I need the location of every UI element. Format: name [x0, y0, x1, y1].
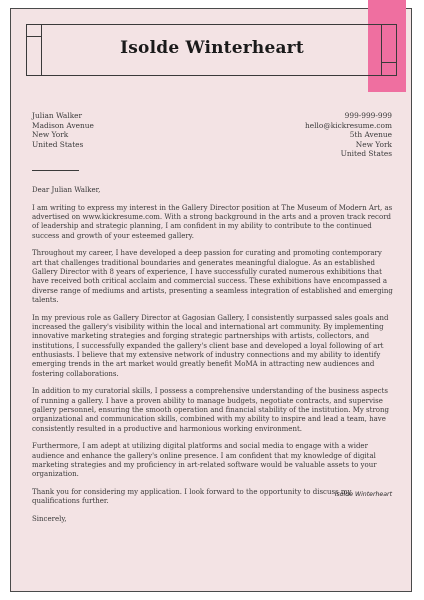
- paragraph-4: In addition to my curatorial skills, I possess a comprehensive understanding of the business aspects of running a gallery. I have a proven ability to manage budgets, negotiate contracts, and supervise gallery personnel, ensuring the smooth operation and financial stability of the institution. My strong organizational and communication skills, combined with my ability to inspire and lead a team, have consistently resulted in a productive and harmonious working environment.: [32, 387, 389, 433]
- recipient-country: United States: [32, 139, 84, 149]
- paragraph-3: In my previous role as Gallery Director at Gagosian Gallery, I consistently surpassed sales goals and increased the gallery's visibility within the local and international art community. By implementing innovative marketing strategies and forging strategic partnerships with artists, collectors, and institutions, I successfully expanded the gallery's client base and developed a loyal following of art enthusiasts. I believe that my extensive network of industry connections and my ability to identify emerging trends in the art market would greatly benefit MoMA in attracting new audiences and fostering collaborations.: [32, 313, 389, 378]
- header-frame-top: [26, 24, 397, 25]
- sender-contact: [305, 111, 392, 159]
- signature: Isolde Winterheart: [334, 491, 392, 498]
- recipient-address: [32, 111, 94, 149]
- sender-email: hello@kickresume.com: [305, 120, 392, 130]
- sender-phone: 999-999-999: [344, 111, 392, 120]
- paragraph-6: Thank you for considering my application. I look forward to the opportunity to discuss my qualifications further.: [32, 488, 352, 506]
- recipient-name: Julian Walker: [32, 111, 83, 120]
- header-frame-right-mid: [381, 62, 397, 63]
- letter-body: [32, 186, 394, 533]
- header-frame-left-mid: [26, 36, 42, 37]
- recipient-street: Madison Avenue: [32, 120, 94, 130]
- greeting: Dear Julian Walker,: [32, 186, 101, 194]
- recipient-city: New York: [32, 130, 69, 140]
- closing: Sincerely,: [32, 515, 67, 524]
- paragraph-1: I am writing to express my interest in the Gallery Director position at The Museum of Modern Art, as advertised on www.kickresume.com. With a strong background in the arts and a proven track record of leadership and strategic planning, I am confident in my ability to contribute to the continued success and growth of your esteemed gallery.: [32, 203, 393, 240]
- paragraph-5: Furthermore, I am adept at utilizing digital platforms and social media to engage with a wider audience and enhance the gallery's online presence. I am confident that my knowledge of digital marketing strategies and my proficiency in art-related software would be valuable assets to your organization.: [32, 442, 377, 479]
- sender-city: New York: [355, 139, 392, 149]
- header-frame-bottom: [26, 75, 397, 76]
- paragraph-2: Throughout my career, I have developed a deep passion for curating and promoting contemporary art that challenges traditional boundaries and generates meaningful dialogue. As an established Gallery Director with 8 years of experience, I have successfully curated numerous exhibitions that have received both critical acclaim and commercial success. These exhibitions have encompassed a diverse range of mediums and artists, presenting a seamless integration of established and emerging talents.: [32, 249, 393, 304]
- sender-country: United States: [340, 149, 392, 159]
- applicant-name: Isolde Winterheart: [120, 38, 304, 58]
- sender-street: 5th Avenue: [349, 130, 392, 140]
- divider: [32, 170, 79, 171]
